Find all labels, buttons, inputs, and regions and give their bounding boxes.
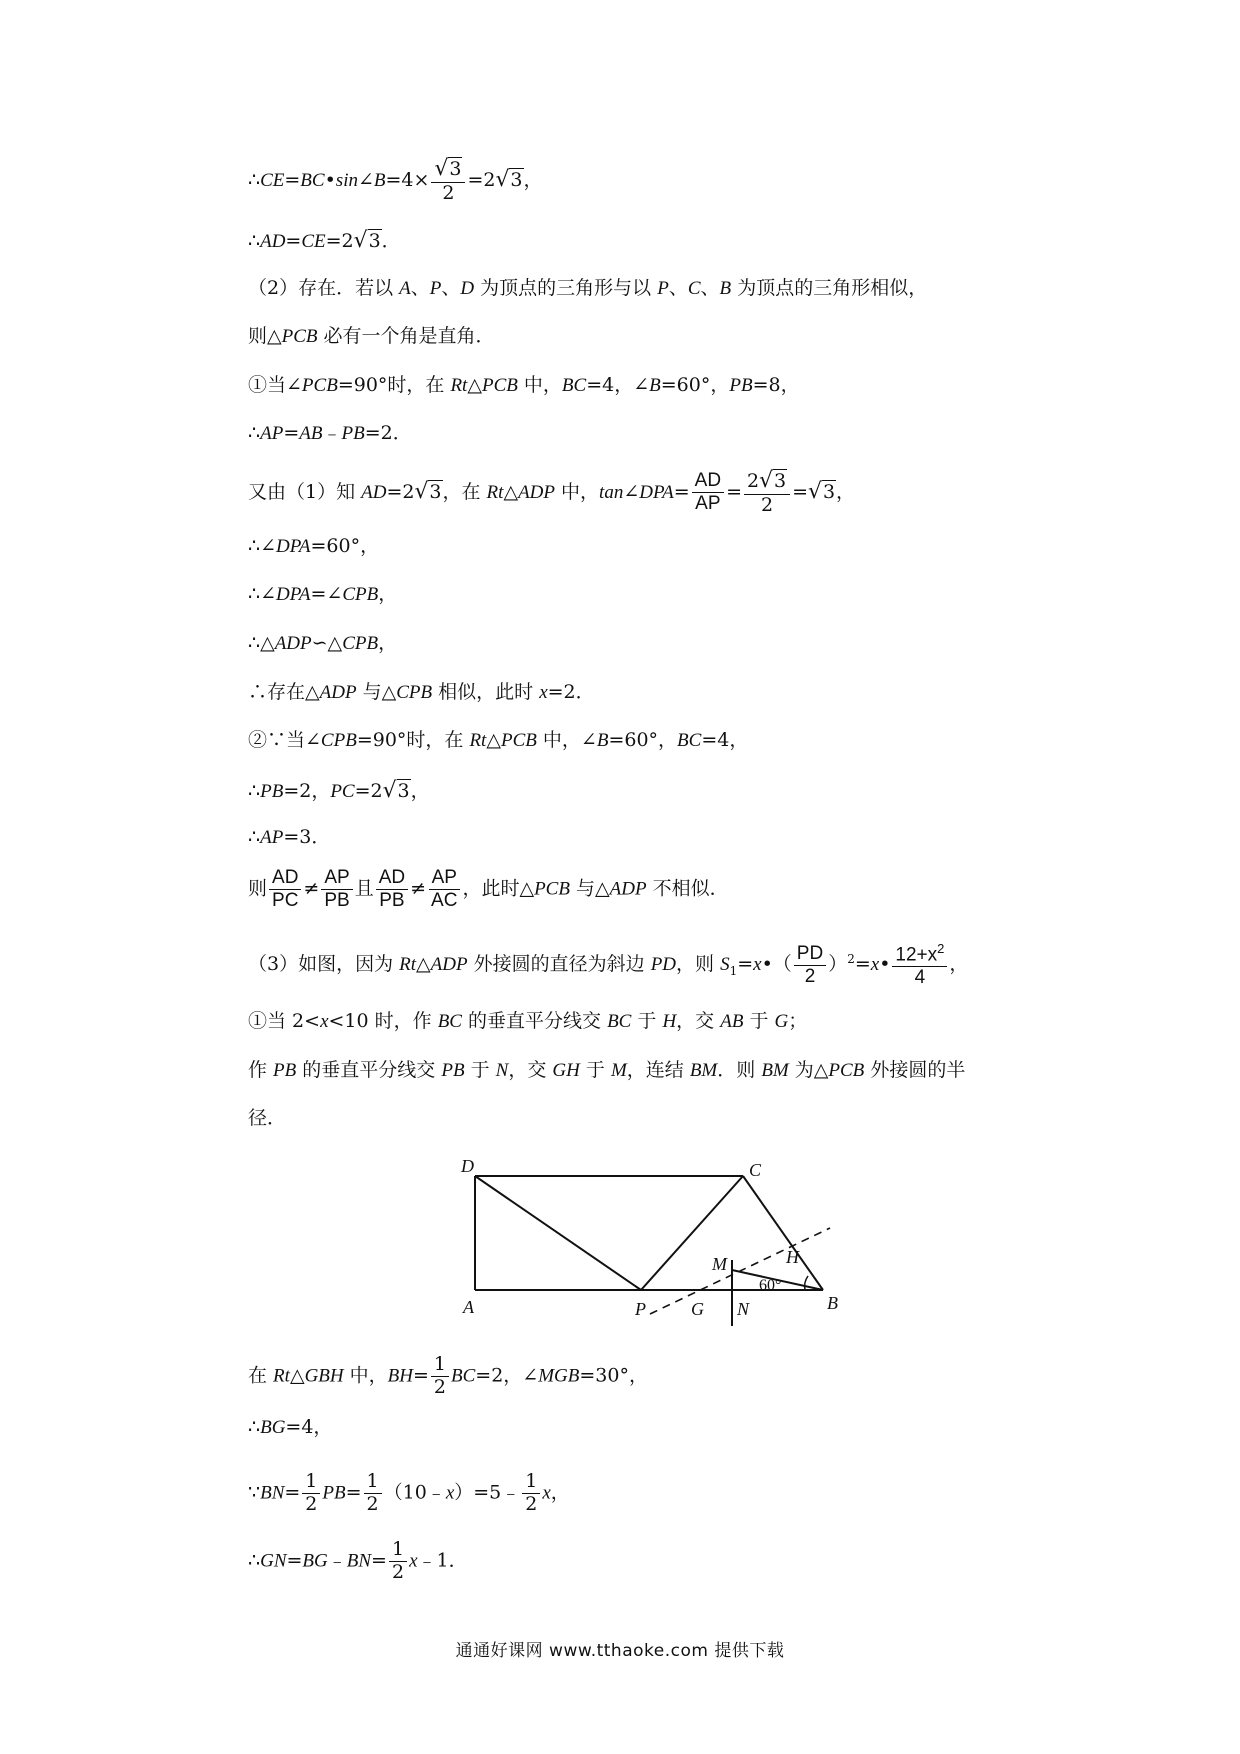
solution-line-16: （3）如图，因为 Rt△ADP 外接圆的直径为斜边 PD，则 $S_1=x•$（ $\frac{PD}{2}$ ）$^2$=x• $\frac{12+x^2}{4}$ ， xyxy=(248,941,969,989)
label-N: N xyxy=(737,1299,750,1319)
segment-CB xyxy=(743,1176,823,1290)
label-G: G xyxy=(691,1299,704,1319)
page-footer: 通通好课网 www.tthaoke.com 提供下载 xyxy=(455,1641,785,1661)
label-M: M xyxy=(712,1254,727,1274)
solution-line-15: 则 $\frac{AD}{PC}$ ≠ $\frac{AP}{PB}$ 且 $\frac{AD}{PB}$ ≠ $\frac{AP}{AC}$ ，此时△PCB 与△ADP 不相似． xyxy=(248,867,729,911)
solution-line-1: ∴CE=BC•sin∠B=4× $\frac{√3}{2}$ =2√3， xyxy=(248,156,543,204)
segment-PC xyxy=(641,1176,743,1290)
geometry-figure xyxy=(455,1150,875,1330)
solution-line-21: ∴BG=4， xyxy=(248,1416,333,1438)
segment-DP xyxy=(475,1176,641,1290)
label-D: D xyxy=(461,1156,474,1176)
label-P: P xyxy=(635,1299,646,1319)
solution-line-9: ∴∠DPA=∠CPB， xyxy=(248,583,398,605)
solution-line-14: ∴AP=3． xyxy=(248,826,331,848)
solution-line-17: ①当 2<x<10 时，作 BC 的垂直平分线交 BC 于 H，交 AB 于 G； xyxy=(248,1010,808,1032)
solution-line-4: 则△PCB 必有一个角是直角． xyxy=(248,325,495,347)
solution-line-10: ∴△ADP∽△CPB， xyxy=(248,632,398,654)
solution-line-18: 作 PB 的垂直平分线交 PB 于 N，交 GH 于 M，连结 BM．则 BM 为△PCB 外接圆的半 xyxy=(248,1059,966,1081)
solution-line-6: ∴AP=AB﹣PB=2． xyxy=(248,422,412,444)
solution-line-7: 又由（1）知 AD=2√3，在 Rt△ADP 中，tan∠DPA= $\frac{AD}{AP}$ = $\frac{2√3}{2}$ =√3， xyxy=(248,468,856,516)
label-B: B xyxy=(827,1293,838,1313)
angle-arc xyxy=(805,1276,808,1290)
solution-line-12: ②∵当∠CPB=90°时，在 Rt△PCB 中，∠B=60°，BC=4， xyxy=(248,729,749,751)
label-angle: 60° xyxy=(759,1277,782,1294)
solution-line-2: ∴AD=CE=2√3． xyxy=(248,228,401,253)
solution-line-3: （2）存在．若以 A、P、D 为顶点的三角形与以 P、C、B 为顶点的三角形相似， xyxy=(248,277,928,299)
label-H: H xyxy=(786,1247,799,1267)
solution-line-8: ∴∠DPA=60°， xyxy=(248,535,380,557)
solution-line-23: ∴GN=BG﹣BN= $\frac{1}{2}$ x﹣1． xyxy=(248,1538,468,1583)
solution-line-22: ∵BN= $\frac{1}{2}$ PB= $\frac{1}{2}$ （10﹣x）=5﹣ $\frac{1}{2}$ x， xyxy=(248,1470,570,1515)
solution-line-13: ∴PB=2，PC=2√3， xyxy=(248,778,430,803)
solution-line-20: 在 Rt△GBH 中，BH= $\frac{1}{2}$ BC=2，∠MGB=30°， xyxy=(248,1353,648,1398)
solution-line-19: 径． xyxy=(248,1107,287,1129)
label-A: A xyxy=(463,1297,474,1317)
label-C: C xyxy=(749,1160,762,1180)
solution-line-11: ∴存在△ADP 与△CPB 相似，此时 x=2． xyxy=(248,681,595,703)
solution-line-5: ①当∠PCB=90°时，在 Rt△PCB 中，BC=4，∠B=60°，PB=8， xyxy=(248,374,800,396)
